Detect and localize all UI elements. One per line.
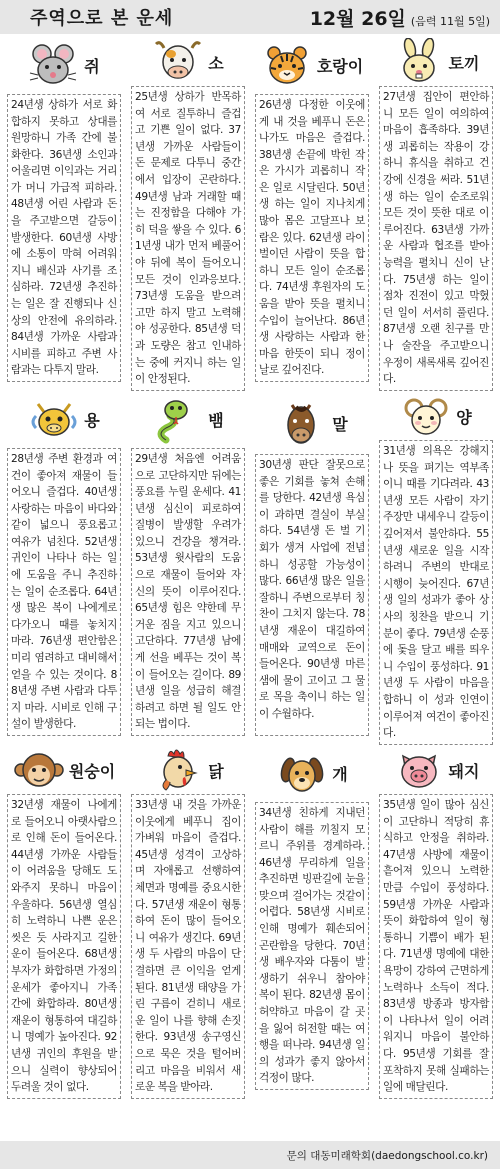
zodiac-name: 말 (332, 414, 348, 434)
fortune-text: 30년생 판단 잘못으로 좋은 기회를 놓쳐 손해를 당한다. 42년생 욕심이 과하면 결실이 부실하다. 54년생 돈 벌 기회가 생겨 사업에 전념하니 성공할 가능성이 많다. 66년생 많은 일을 잘하니 주변으로부터 칭찬이 그치지 않는다. 78년생 재운이 대길하여 매매와 교역으로 돈이 들어온다. 90년생 마른 샘에 물이 고이고 그 물로 목을 축이니 하는 일이 수월하다. (259, 459, 365, 720)
dragon-icon (28, 396, 80, 444)
zodiac-name: 개 (332, 765, 348, 785)
fortune-text: 28년생 주변 환경과 여건이 좋아져 재물이 들어오니 즐겁다. 40년생 사랑하는 마음이 바다와 같이 넓으니 풍요롭고 여유가 넘친다. 52년생 귀인이 나타나 하는 일에 도움을 주니 추진하는 일이 순조롭다. 64년생 많은 복이 나에게로 다가오니 때를 놓치지 마라. 76년생 편안함은 미리 염려하고 대비해서 얻을 수 있는 것이다. 88년생 주변 사람과 다투지 마라. 시비로 인해 구설이 발생한다. (11, 452, 117, 731)
page-footer (0, 1141, 500, 1169)
zodiac-cell-rooster (126, 746, 250, 1100)
zodiac-name: 용 (84, 411, 100, 431)
page-header (0, 0, 500, 34)
solar-date: 12월 26일 (309, 7, 406, 30)
zodiac-header (129, 746, 247, 794)
zodiac-cell-sheep (374, 392, 498, 746)
horse-icon (276, 399, 328, 447)
fortune-text: 29년생 처음엔 어려움으로 고단하지만 뒤에는 풍요를 누릴 운세다. 41년생 심신이 피로하여 질병이 발생할 우려가 있으니 건강을 챙겨라. 53년생 윗사람의 도움으로 재물이 들어와 자신의 뜻이 이루어진다. 65년생 힘은 약한데 무거운 짐을 지고 있으니 고단하다. 77년생 남에게 선을 베푸는 것이 복이 들어오는 길이다. 89년생 일을 성급히 해결하려고 하면 될 일도 안되는 법이다. (135, 452, 241, 731)
rabbit-icon (393, 38, 445, 86)
fortune-text: 26년생 다정한 이웃에게 내 것을 베푸니 돈은 나가도 마음은 즐겁다. 38년생 손끝에 박힌 작은 가시가 괴롭히니 작은 일로 시달린다. 50년생 하는 일이 지나치게 많아 몸은 고달프나 보람은 있다. 62년생 라이벌이던 사람이 뜻을 합하니 모든 일이 순조롭다. 74년생 후원자의 도움을 받아 뜻을 펼치니 수입이 늘어난다. 86년생 사랑하는 사람과 한마음 한뜻이 되니 정이 날로 깊어진다. (259, 98, 365, 377)
fortune-text: 32년생 재물이 나에게로 들어오니 아랫사람으로 인해 돈이 들어온다. 44년생 가까운 사람들이 어려움을 당해도 도와주지 못하니 마음이 우울하다. 56년생 열심히 노력하니 나쁜 운은 씻은 듯 사라지고 길한 운이 들어온다. 68년생 부자가 화합하면 가정의 운세가 좋아지니 가족 간에 화합하라. 80년생 재운이 형통하여 대길하니 명예가 높아진다. 92년생 귀인의 후원을 받으니 실력이 향상되어 두려울 것이 없다. (11, 799, 117, 1094)
lunar-date: (음력 11월 5일) (410, 14, 490, 28)
fortune-box (7, 94, 121, 382)
fortune-box (255, 94, 369, 382)
zodiac-name: 쥐 (84, 57, 100, 77)
fortune-box (131, 794, 245, 1099)
fortune-text: 33년생 내 것을 가까운 이웃에게 베푸니 집이 가벼워 마음이 즐겁다. 45년생 성격이 고상하며 자애롭고 선행하여 체면과 명예를 중요시한다. 57년생 재운이 형통하여 돈이 많이 들어오니 여유가 생긴다. 69년생 두 사람의 마음이 단결하면 큰 이익을 얻게 된다. 81년생 태양을 가린 구름이 걷히니 새로운 일이 나를 향해 손짓한다. 93년생 송구영신으로 묵은 것을 털어버리고 마음을 비워서 새로운 복을 받아라. (135, 799, 241, 1094)
fortune-box (131, 448, 245, 736)
page-title: 주역으로 본 운세 (30, 8, 174, 29)
zodiac-header (377, 38, 495, 86)
zodiac-cell-rat (2, 38, 126, 392)
zodiac-grid (0, 38, 500, 1100)
fortune-box (255, 802, 369, 1090)
fortune-box (7, 794, 121, 1099)
fortune-box (379, 86, 493, 391)
zodiac-header (129, 38, 247, 86)
fortune-box (379, 794, 493, 1099)
zodiac-name: 돼지 (448, 761, 480, 781)
zodiac-cell-horse (250, 392, 374, 746)
fortune-box (379, 440, 493, 745)
zodiac-header (5, 38, 123, 94)
dog-icon (276, 750, 328, 798)
zodiac-name: 닭 (208, 761, 224, 781)
fortune-box (7, 448, 121, 736)
zodiac-name: 뱀 (208, 411, 224, 431)
zodiac-header (129, 392, 247, 448)
zodiac-cell-dog (250, 746, 374, 1100)
zodiac-name: 소 (208, 53, 224, 73)
rat-icon (28, 42, 80, 90)
fortune-box (255, 454, 369, 736)
zodiac-cell-pig (374, 746, 498, 1100)
zodiac-header (253, 746, 371, 802)
zodiac-header (377, 746, 495, 794)
zodiac-name: 호랑이 (316, 57, 364, 77)
fortune-text: 25년생 상하가 반목하여 서로 질투하니 즐겁고 기쁜 일이 없다. 37년생 가까운 사람들이 돈 문제로 다투니 중간에서 입장이 곤란하다. 49년생 남과 거래할 때는 진정함을 다해야 가히 덕을 쌓을 수 있다. 61년생 내가 먼저 베풀어야 뒤에 복이 들어오니 모든 것이 인과응보다. 73년생 도움을 받으려고만 하지 말고 노력해야 성공한다. 85년생 덕과 도량은 참고 인내하는 중에 커지니 하는 일이 안정된다. (135, 91, 241, 386)
date-block (310, 4, 490, 31)
rooster-icon (152, 746, 204, 794)
zodiac-header (253, 392, 371, 454)
fortune-text: 34년생 친하게 지내던 사람이 해를 끼칠지 모르니 주위를 경계하라. 46년생 무리하게 일을 추진하면 빙판길에 눈을 맞으며 걸어가는 것같이 어렵다. 58년생 시비로 인해 명예가 훼손되어 곤란함을 당한다. 70년생 배우자와 다툼이 발생하기 쉬우니 참아야 복이 된다. 82년생 몸이 허약하고 마음이 갈 곳을 잃어 허전할 때는 여행을 떠나라. 94년생 일의 성과가 좋지 않아서 걱정이 많다. (259, 806, 365, 1085)
fortune-text: 35년생 일이 많아 심신이 고단하니 적당히 휴식하고 안정을 취하라. 47년생 사방에 재물이 흩어져 있으니 노력한 만큼 수입이 풍성하다. 59년생 가까운 사람과 뜻이 화합하여 일이 형통하니 기쁨이 배가 된다. 71년생 명예에 대한 욕망이 강하여 근면하게 노력하나 소득이 적다. 83년생 방종과 방자함이 나타나서 일이 어려워지니 마음이 불안하다. 95년생 기회를 잘 포착하지 못해 실패하는 일에 매달린다. (383, 799, 489, 1094)
contact-info: 문의 대동미래학회(daedongschool.co.kr) (286, 1149, 488, 1162)
zodiac-header (5, 392, 123, 448)
fortune-text: 27년생 집안이 편안하니 모든 일이 여의하여 마음이 흡족하다. 39년생 괴롭히는 작용이 강하니 휴식을 취하고 건강에 신경을 써라. 51년생 하는 일이 순조로워 모든 것이 뜻한 대로 이루어진다. 63년생 가까운 사람과 협조를 받아 능력을 펼치니 신이 난다. 75년생 하는 일이 점차 진전이 있고 막혔던 일이 서서히 풀린다. 87년생 오랜 친구를 만나 술잔을 주고받으니 우정이 새록새록 깊어진다. (383, 91, 489, 386)
sheep-icon (400, 392, 452, 440)
zodiac-cell-snake (126, 392, 250, 746)
snake-icon (152, 396, 204, 444)
zodiac-cell-dragon (2, 392, 126, 746)
zodiac-name: 원숭이 (68, 761, 116, 781)
zodiac-name: 양 (456, 407, 472, 427)
zodiac-cell-tiger (250, 38, 374, 392)
tiger-icon (261, 42, 313, 90)
ox-icon (152, 38, 204, 86)
zodiac-cell-monkey (2, 746, 126, 1100)
pig-icon (393, 746, 445, 794)
fortune-box (131, 86, 245, 391)
zodiac-cell-ox (126, 38, 250, 392)
zodiac-header (5, 746, 123, 794)
fortune-text: 24년생 상하가 서로 화합하지 못하고 상대를 원망하니 가족 간에 불화한다. 36년생 소인과 어울리면 이익과는 거리가 머니 가급적 피하라. 48년생 어린 사람과 돈을 주고받으면 갈등이 발생한다. 60년생 사방에 소통이 막혀 어려워지니 배신과 사기를 조심하라. 72년생 추진하는 일은 잘 진행되나 신상의 안전에 유의하라. 84년생 가까운 사람과 시비를 피하고 주변 사람과는 다투지 말라. (11, 98, 117, 377)
zodiac-header (253, 38, 371, 94)
zodiac-header (377, 392, 495, 440)
zodiac-cell-rabbit (374, 38, 498, 392)
fortune-text: 31년생 의욕은 강해지나 뜻을 펴기는 역부족이니 때를 기다려라. 43년생 모든 사람이 자기주장만 내세우니 갈등이 깊어져서 불안하다. 55년생 새로운 일을 시작하려니 주변의 반대로 시행이 늦어진다. 67년생 일의 성과가 좋아 상사의 칭찬을 받으니 기분이 좋다. 79년생 순풍에 돛을 달고 배를 띄우니 수입이 풍성하다. 91년생 두 사람이 마음을 합하니 이 성과 인연이 이루어져 여건이 좋아진다. (383, 445, 489, 740)
monkey-icon (13, 746, 65, 794)
zodiac-name: 토끼 (448, 53, 480, 73)
